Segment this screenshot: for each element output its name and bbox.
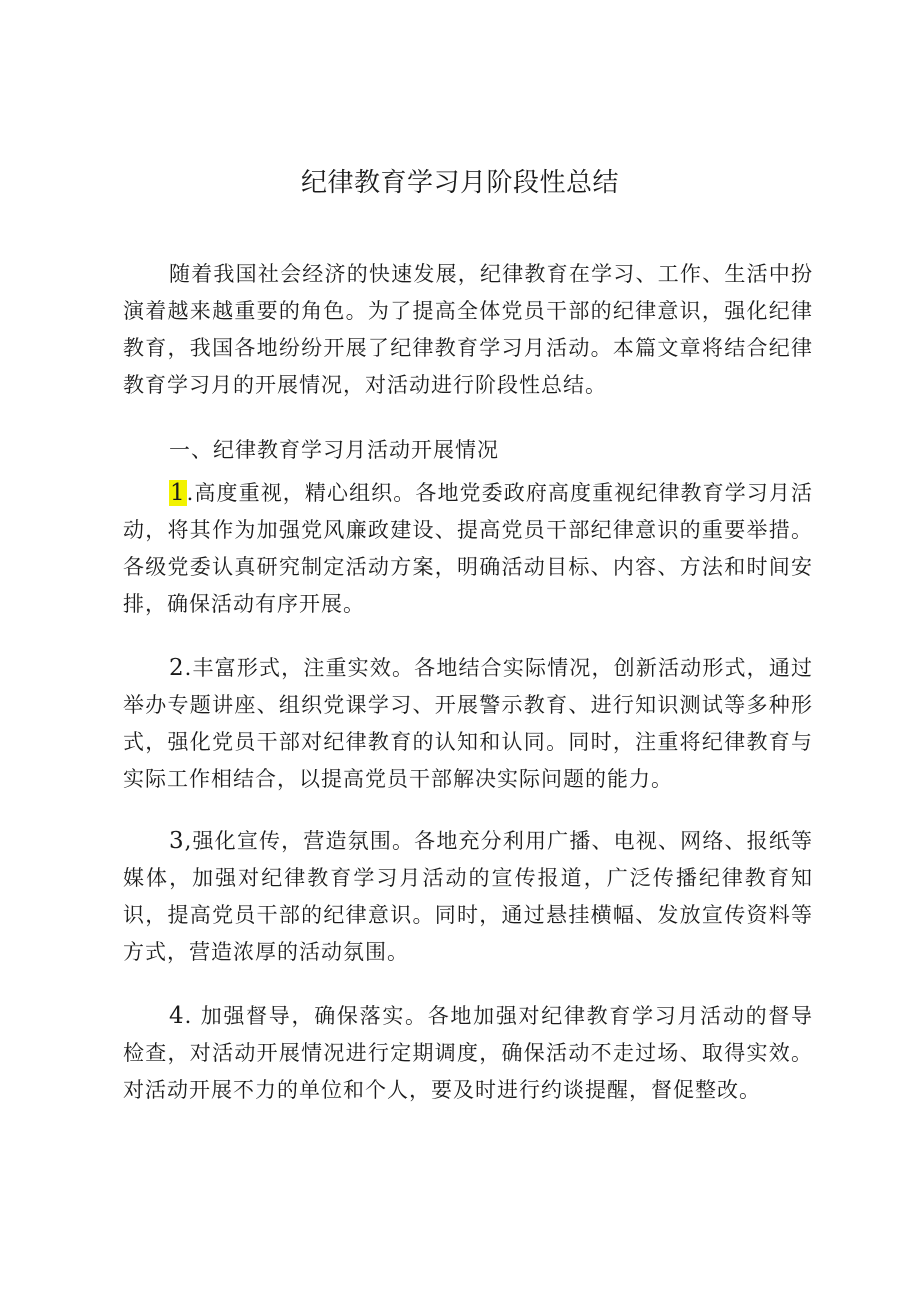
intro-paragraph: 随着我国社会经济的快速发展，纪律教育在学习、工作、生活中扮演着越来越重要的角色。为了提高全体党员干部的纪律意识，强化纪律教育，我国各地纷纷开展了纪律教育学习月活动。本篇文章将结合纪律教育学习月的开展情况，对活动进行阶段性总结。	[123, 262, 813, 397]
item-number: 3	[169, 828, 185, 854]
list-item	[123, 650, 813, 798]
item-text: .丰富形式，注重实效。各地结合实际情况，创新活动形式，通过举办专题讲座、组织党课学习、开展警示教育、进行知识测试等多种形式，强化党员干部对纪律教育的认知和认同。同时，注重将纪律教育与实际工作相结合，以提高党员干部解决实际问题的能力。	[123, 656, 813, 791]
list-item	[123, 823, 813, 971]
item-text: .高度重视，精心组织。各地党委政府高度重视纪律教育学习月活动，将其作为加强党风廉政建设、提高党员干部纪律意识的重要举措。各级党委认真研究制定活动方案，明确活动目标、内容、方法和时间安排，确保活动有序开展。	[123, 481, 813, 616]
list-item	[123, 998, 813, 1109]
document-title: 纪律教育学习月阶段性总结	[300, 168, 619, 198]
item-number: 4	[169, 1003, 185, 1029]
item-number: 2	[169, 655, 185, 681]
item-number-highlighted: 1	[170, 480, 186, 506]
item-text: . 加强督导，确保落实。各地加强对纪律教育学习月活动的督导检查，对活动开展情况进行定期调度，确保活动不走过场、取得实效。对活动开展不力的单位和个人，要及时进行约谈提醒，督促整改。	[123, 1004, 813, 1102]
item-text: ,强化宣传，营造氛围。各地充分利用广播、电视、网络、报纸等媒体，加强对纪律教育学习月活动的宣传报道，广泛传播纪律教育知识，提高党员干部的纪律意识。同时，通过悬挂横幅、发放宣传资料等方式，营造浓厚的活动氛围。	[123, 829, 813, 964]
list-item	[123, 475, 813, 623]
section-heading: 一、纪律教育学习月活动开展情况	[169, 438, 499, 462]
